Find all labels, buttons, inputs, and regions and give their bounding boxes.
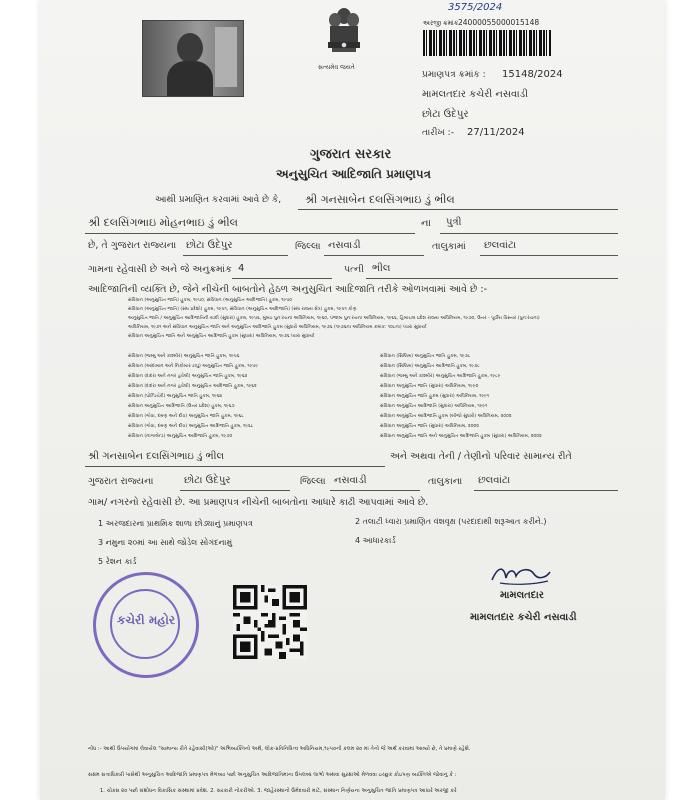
relation-value: પુત્રી [446, 217, 462, 228]
issue-date: 27/11/2024 [467, 127, 525, 138]
certificate-title: અનુસુચિત આદિજાતિ પ્રમાણપત્ર [276, 167, 431, 181]
order-left: સંવિધાન (દાદરા અને નગર હવેલી) અનુસુચિત જાતિ હુકમ, ૧૯૬૨ [128, 374, 248, 379]
father-underline [85, 233, 415, 234]
serial-number: 4 [238, 263, 245, 274]
village-text: ગામના રહેવાસી છે અને જે અનુક્રમાંક [88, 264, 232, 275]
order-left: સંવિધાન (દાદરા અને નગર હવેલી) અનુસુચિત આદિજાતિ હુકમ, ૧૯૬૨ [128, 384, 257, 389]
seal-text: કચેરી મહોર [116, 613, 176, 627]
lower-taluka-value: નસવાડી [334, 475, 367, 486]
certificate-paper [40, 0, 665, 800]
order-left: સંવિધાન અનુસુચિત આદિજાતિ (ઉત્તર પ્રદેશ) હુકમ, ૧૯૬૭ [128, 404, 235, 409]
order-right: સંવિધાન (સિક્કિમ) અનુસુચિત આદિજાતિ હુકમ, ૧૯૭૮ [380, 364, 480, 369]
order-right: સંવિધાન અનુસુચિત આદિજાતિ (સુધારા) અધિનિયમ, ૧૯૯૧ [380, 404, 488, 409]
lower-village-value: છલવાંટા [478, 475, 511, 486]
order-left: સંવિધાન (આંદામાન અને નિકોબાર ટાપુ) અનુસુચિત જાતિ હુકમ, ૧૯૫૯ [128, 364, 259, 369]
order-line: સંવિધાન અનુસુચિત જાતિ અને અનુસુચિત આદિજાતિ હુકમ (સુધારા) અધિનિયમ, ૧૯૭૬ ધ્વારા સુધાર્યા [128, 334, 315, 339]
order-line: સંવિધાન (અનુસુચિત જાતિ) (સંઘ પ્રદેશો) હુકમ, ૧૯૫૧, સંવિધાન (અનુસુચિત આદિજાતિ) (સંઘ રાજ્ય ક્ષેત્ર) હુકમ, ૧૯૫૧ કોણ [128, 307, 357, 312]
na-text: ના [421, 218, 431, 229]
state-prefix: છે, તે ગુજરાત રાજ્યના [88, 240, 177, 251]
order-line: અનુસુચિત જાતિ / અનુસુચિત આદિજાતિની યાદી (સુધારા) હુકમ, ૧૯૫૬, મુંબઇ પુનઃરચના અધિનિયમ, ૧૯૬૦, પંજાબ પુનઃરચના અધિનિયમ, ૧૯૬૬, હિમાચલ પ્રદેશ રાજ્ય અધિનિયમ, ૧૯૭૦, ઉત્તર - પૂર્વીય વિસ્તાર (પુનઃરચના) [128, 316, 540, 321]
order-left: સંવિધાન (જમ્મુ અને કાશ્મીર) અનુસુચિત જાતિ હુકમ, ૧૯૫૬ [128, 354, 240, 359]
order-right: સંવિધાન અનુસુચિત જાતિ (સુધારા) અધિનિયમ, ૧૯૯૦ [380, 384, 479, 389]
footer-line: સક્ષમ સત્તાધિકારી પાસેથી અનુસુચિત આદિજાતિ પ્રમાણપત્ર મેળવ્યા પછી અનુસુચિત આદિજાતિમાંના ઉપલબ્ધ લાભો અથવા સુરક્ષાઓ મેળવવા ઇચ્છુક કોઇપણ વ્યક્તિએ જોવાનું કે : [88, 772, 457, 778]
name-underline [298, 209, 618, 210]
lower-state-text: ગુજરાત રાજ્યના [88, 476, 154, 487]
order-right: સંવિધાન (સિક્કિમ) અનુસુચિત જાતિ હુકમ, ૧૯૭૮ [380, 354, 471, 359]
village-line: ગામ/ નગરનો રહેવાસી છે. આ પ્રમાણપત્ર નીચેની બાબતોના આધારે કાઢી આપવામાં આવે છે. [88, 497, 429, 508]
district-underline [183, 255, 288, 256]
office-seal [93, 572, 199, 678]
document-item: 5 રેશન કાર્ડ [98, 557, 137, 566]
signatory-office: મામલતદાર કચેરી નસવાડી [470, 612, 577, 623]
order-right: સંવિધાન અનુસુચિત જાતિ હુકમ (સુધારા) અધિનિયમ, ૧૯૯૧ [380, 394, 490, 399]
tribe-statement: આદિજાતિની વ્યક્તિ છે, જેને નીચેની બાબતોને હેઠળ અનુસુચિત આદિજાતિ તરીકે ઓળખવામાં આવે છે :- [88, 284, 488, 295]
applicant-photo [142, 20, 244, 97]
taluka-value: નસવાડી [328, 240, 361, 251]
taluka-underline [324, 255, 424, 256]
barcode-label: અરજી ક્રમાંક : [423, 19, 463, 27]
issuing-district: છોટા ઉદેપુર [422, 109, 469, 120]
serial-underline [232, 278, 332, 279]
person-underline [85, 466, 385, 467]
issuing-office: મામલતદાર કચેરી નસવાડી [422, 89, 528, 100]
relation-underline [440, 233, 618, 234]
footer-note: નોંધ :- આથી ઉપયોગમાં લેવાયેલ "સામાન્ય રીતે રહેવાસી(ઓ)" અભિવ્યક્તિનો અર્થ, લોક-પ્રતિનિધિત્વ અધિનિયમ,૧૯૫૦ની કલમ ૨૦ માં તેનો જે અર્થ કરવામાં આવ્યો છે, તે પ્રમાણે રહેશે. [88, 746, 471, 752]
national-emblem-icon [322, 6, 366, 66]
qr-code [233, 585, 307, 659]
lower-taluka-label: તાલુકાના [428, 476, 463, 487]
order-left: સંવિધાન (નાગાલેન્ડ) અનુસુચિત આદિજાતિ હુકમ, ૧૯૭૦ [128, 434, 233, 439]
district-value: છોટા ઉદેપુર [186, 240, 233, 251]
order-left: સંવિધાન (ગોવા, દમણ અને દીવ) અનુસુચિત આદિજાતિ હુકમ, ૧૯૬૮ [128, 424, 254, 429]
cert-number: 15148/2024 [502, 69, 563, 80]
handwritten-number: 3575/2024 [448, 2, 503, 13]
order-left: સંવિધાન (ગોવા, દમણ અને દીવ) અનુસુચિત જાતિ હુકમ, ૧૯૬૮ [128, 414, 244, 419]
signatory-title: મામલતદાર [500, 590, 544, 601]
patti-label: પત્ની [344, 264, 364, 275]
barcode-number: 24000055000015148 [458, 18, 540, 27]
gov-title: ગુજરાત સરકાર [310, 147, 392, 162]
lower-district-label: જિલ્લા [300, 476, 326, 487]
emblem-caption: સત્યમેવ જયતે [318, 64, 355, 71]
certify-text: આથી પ્રમાણિત કરવામાં આવે છે કે, [155, 195, 282, 205]
footer-line: 1. ચોક્સ ૨૦ પછી સંશોધન વિકાસિક સંસ્થામાં પ્રવેશ. 2. સરકારી નોકરીઓ. 3. જાહેરસ્થાનો ઉમેદવારી માટે, સંસ્થાન નિર્ણયના અનુસુચિત જાતિ પ્રમાણપત્ર આધારે અરજી કરે [100, 788, 457, 794]
district-label: જિલ્લા [295, 241, 321, 252]
order-line: સંવિધાન (અનુસુચિત જાતિ) હુકમ, ૧૯૫૦, સંવિધાન (અનુસુચિત આદિજાતિ) હુકમ, ૧૯૫૦ [128, 298, 293, 303]
applicant-name: શ્રી ગનસાબેન દલસિંગભાઇ ડું ભીલ [305, 193, 455, 206]
lower-taluka-underline [330, 490, 420, 491]
order-right: સંવિધાન અનુસુચિત આદિજાતિ હુકમ (બીજો સુધારો) અધિનિયમ, ૨૦૦૨ [380, 414, 512, 419]
tribe-value: ભીલ [372, 263, 391, 274]
tribe-underline [366, 278, 618, 279]
date-label: તારીખ :- [422, 128, 454, 138]
village-value: છલવાંટા [484, 240, 517, 251]
document-item: 4 આધારકાર્ડ [355, 536, 396, 545]
taluka-label: તાલુકામાં [432, 241, 466, 252]
family-text: અને અથવા તેની / તેણીનો પરિવાર સામાન્ય રીતે [390, 451, 572, 462]
lower-district-value: છોટા ઉદેપુર [184, 475, 231, 486]
order-left: સંવિધાન (પોન્ડિચેરી) અનુસુચિત જાતિ હુકમ, ૧૯૬૪ [128, 394, 223, 399]
order-right: સંવિધાન અનુસુચિત જાતિ અને અનુસુચિત આદિજાતિ હુકમ (સુધારા) અધિનિયમ, ૨૦૦૨ [380, 434, 542, 439]
order-right: સંવિધાન (જમ્મુ અને કાશ્મીર) અનુસુચિત આદિજાતિ હુકમ, ૧૯૮૯ [380, 374, 501, 379]
document-item: 2 તલાટી ધ્વારા પ્રમાણિત વંશવૃક્ષ (પરદાદાથી શરૂઆત કરીને.) [355, 517, 547, 526]
lower-district-underline [180, 490, 290, 491]
document-item: 3 નમુના ૨૦માં આ સાથે જોડેલ સોગંદનામું [98, 538, 233, 547]
lower-village-underline [474, 490, 618, 491]
person-name: શ્રી ગનસાબેન દલસિંગભાઇ ડું ભીલ [88, 451, 225, 462]
order-right: સંવિધાન અનુસુચિત જાતિ (સુધારા) અધિનિયમ, ૨૦૦૨ [380, 424, 479, 429]
father-name: શ્રી દલસિંગભાઇ મોહનભાઇ ડું ભીલ [88, 216, 238, 229]
village-underline [480, 255, 618, 256]
signature-mark [488, 562, 554, 588]
document-item: 1 અરજદારના પ્રાથમિક શાળા છોડ્યાનું પ્રમાણપત્ર [98, 519, 253, 528]
barcode [423, 30, 551, 56]
order-line: અધિનિયમ, ૧૯૭૧ અને સંવિધાન અનુસુચિત જાતિ અને અનુસુચિત આદિજાતિ હુકમ (સુધારો અધિનિયમ, ૧૯૭૬ (૧૯૭૬ના અધિનિયમ ક્રમાંક: ૧૦૮ના) ધ્વારા સુધાર્યા [128, 325, 427, 330]
cert-number-label: પ્રમાણપત્ર ક્રમાંક : [422, 70, 486, 80]
